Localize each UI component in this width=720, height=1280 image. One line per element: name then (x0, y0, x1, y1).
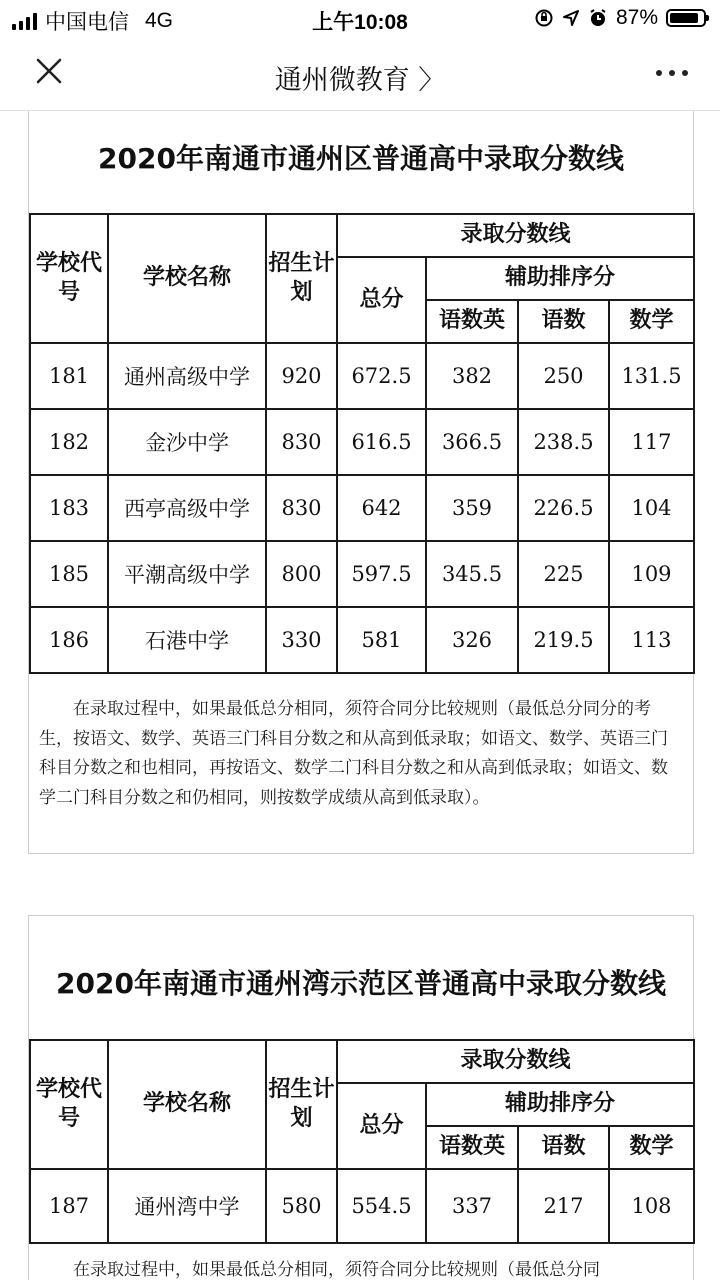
table-row (30, 343, 694, 409)
header-yse: 语数英 (426, 300, 518, 343)
cell-name: 西亭高级中学 (108, 475, 266, 541)
cell-plan: 580 (266, 1169, 337, 1243)
cell-name: 石港中学 (108, 607, 266, 673)
cell-name: 通州湾中学 (108, 1169, 266, 1243)
table-row (30, 409, 694, 475)
cell-ys: 226.5 (518, 475, 609, 541)
cell-yse: 337 (426, 1169, 518, 1243)
header-plan: 招生计划 (266, 1040, 337, 1169)
card-title: 2020年南通市通州湾示范区普通高中录取分数线 (56, 967, 666, 1000)
cell-yse: 382 (426, 343, 518, 409)
tie-break-note: 在录取过程中，如果最低总分相同，须符合同分比较规则（最低总分同 (73, 1260, 600, 1280)
table-row (30, 541, 694, 607)
cell-ys: 217 (518, 1169, 609, 1243)
header-name: 学校名称 (108, 214, 266, 343)
cell-total: 642 (337, 475, 426, 541)
battery-percent: 87% (615, 6, 658, 29)
cell-code: 183 (30, 475, 108, 541)
cell-yse: 345.5 (426, 541, 518, 607)
header-aux: 辅助排序分 (426, 1083, 694, 1126)
cell-code: 187 (30, 1169, 108, 1243)
carrier-label: 中国电信 (45, 11, 129, 34)
cell-code: 181 (30, 343, 108, 409)
network-label: 4G (145, 9, 174, 32)
cell-total: 597.5 (337, 541, 426, 607)
cell-plan: 330 (266, 607, 337, 673)
cell-name: 通州高级中学 (108, 343, 266, 409)
table-row (30, 475, 694, 541)
cell-yse: 366.5 (426, 409, 518, 475)
cell-math: 109 (609, 541, 694, 607)
cell-total: 581 (337, 607, 426, 673)
header-plan: 招生计划 (266, 214, 337, 343)
header-math: 数学 (609, 1126, 694, 1169)
cell-name: 平潮高级中学 (108, 541, 266, 607)
cell-plan: 830 (266, 409, 337, 475)
score-card-tongzhouwan (28, 915, 694, 1280)
cell-math: 113 (609, 607, 694, 673)
status-bar (0, 0, 720, 36)
cell-ys: 219.5 (518, 607, 609, 673)
score-table (29, 213, 695, 674)
header-ys: 语数 (518, 1126, 609, 1169)
cell-math: 117 (609, 409, 694, 475)
table-row (30, 607, 694, 673)
cell-code: 186 (30, 607, 108, 673)
header-cutoff: 录取分数线 (337, 214, 694, 257)
cell-total: 616.5 (337, 409, 426, 475)
cell-code: 185 (30, 541, 108, 607)
cell-ys: 238.5 (518, 409, 609, 475)
score-card-tongzhou (28, 111, 694, 854)
cell-name: 金沙中学 (108, 409, 266, 475)
cell-plan: 800 (266, 541, 337, 607)
account-title[interactable]: 通州微教育 〉 (274, 65, 446, 96)
more-icon[interactable] (656, 70, 688, 76)
location-icon (562, 9, 580, 27)
cell-ys: 250 (518, 343, 609, 409)
rotation-lock-icon (534, 8, 554, 28)
cell-math: 131.5 (609, 343, 694, 409)
header-math: 数学 (609, 300, 694, 343)
cell-math: 104 (609, 475, 694, 541)
table-row (30, 1169, 694, 1243)
cell-yse: 359 (426, 475, 518, 541)
cell-total: 554.5 (337, 1169, 426, 1243)
cell-code: 182 (30, 409, 108, 475)
cell-ys: 225 (518, 541, 609, 607)
header-total: 总分 (337, 1083, 426, 1169)
cell-math: 108 (609, 1169, 694, 1243)
cell-plan: 830 (266, 475, 337, 541)
article-content (0, 111, 720, 1280)
header-code: 学校代号 (30, 1040, 108, 1169)
cell-yse: 326 (426, 607, 518, 673)
header-total: 总分 (337, 257, 426, 343)
header-yse: 语数英 (426, 1126, 518, 1169)
nav-bar (0, 36, 720, 111)
cell-plan: 920 (266, 343, 337, 409)
card-title: 2020年南通市通州区普通高中录取分数线 (98, 142, 624, 175)
score-table (29, 1039, 695, 1244)
clock: 上午10:08 (312, 11, 408, 34)
battery-icon (666, 9, 706, 27)
alarm-icon (588, 8, 608, 28)
tie-break-note: 在录取过程中，如果最低总分相同，须符合同分比较规则（最低总分同分的考生，按语文、数学、英语三门科目分数之和从高到低录取；如语文、数学、英语三门科目分数之和也相同，再按语文、数学二门科目分数之和从高到低录取；如语文、数学二门科目分数之和仍相同，则按数学成绩从高到低录取）。 (39, 699, 668, 808)
header-name: 学校名称 (108, 1040, 266, 1169)
header-ys: 语数 (518, 300, 609, 343)
header-cutoff: 录取分数线 (337, 1040, 694, 1083)
header-code: 学校代号 (30, 214, 108, 343)
cell-total: 672.5 (337, 343, 426, 409)
header-aux: 辅助排序分 (426, 257, 694, 300)
